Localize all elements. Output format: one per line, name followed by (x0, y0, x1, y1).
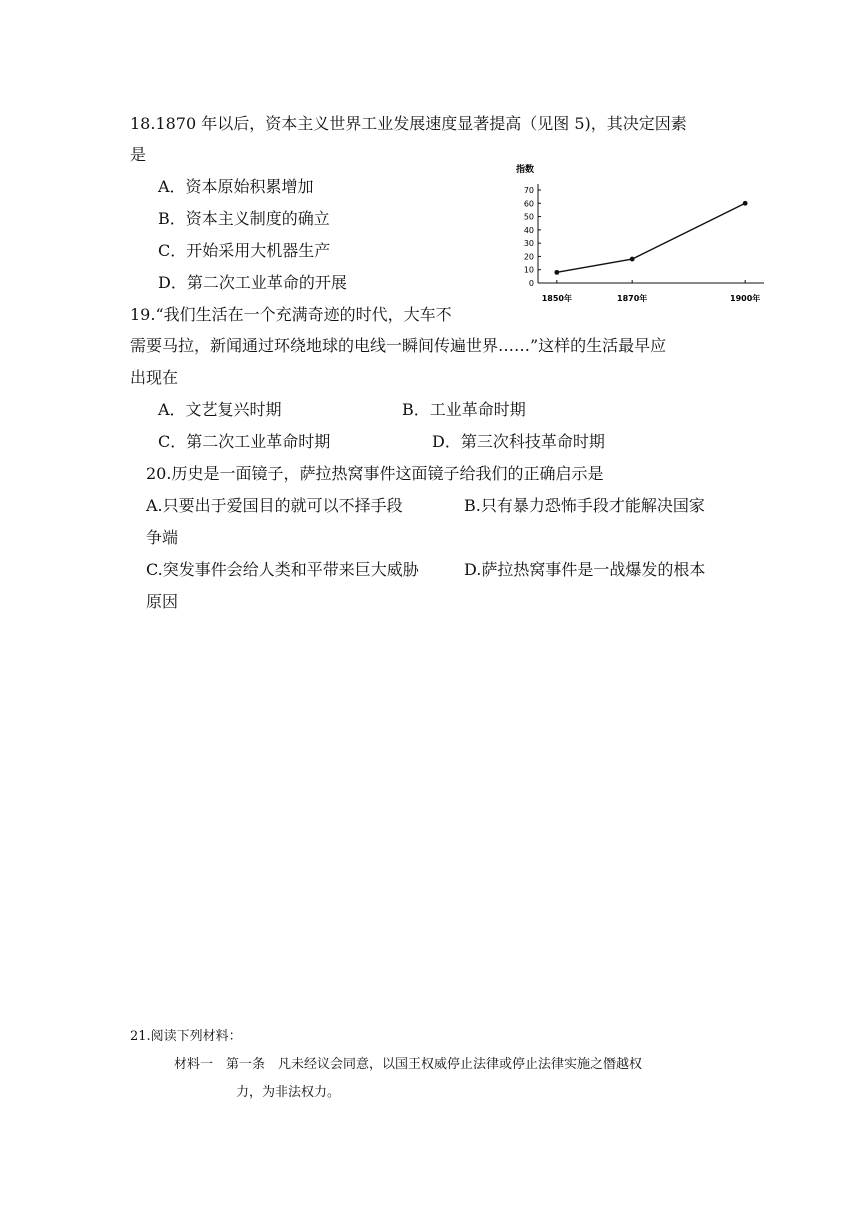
q19-option-a: A．文艺复兴时期 (158, 400, 282, 419)
q20-option-c: C.突发事件会给人类和平带来巨大威胁 (146, 560, 419, 579)
chart-y-tick-label: 40 (523, 225, 534, 235)
q18-option-c: C．开始采用大机器生产 (158, 241, 331, 260)
q19-stem-line2: 需要马拉，新闻通过环绕地球的电线一瞬间传遍世界……”这样的生活最早应 (130, 336, 667, 355)
chart-axes (538, 184, 764, 283)
q21-material-line2: 力，为非法权力。 (236, 1085, 341, 1100)
chart-points (554, 201, 747, 275)
chart-y-tick-label: 30 (523, 239, 534, 249)
q19-option-c: C．第二次工业革命时期 (158, 432, 331, 451)
q18-option-a: A．资本原始积累增加 (158, 177, 314, 196)
chart-y-tick-label: 0 (528, 279, 534, 288)
q19-stem-line1: 19.“我们生活在一个充满奇迹的时代，大车不 (130, 305, 452, 324)
q19-option-b: B．工业革命时期 (402, 400, 526, 419)
chart-y-tick-label: 70 (523, 186, 534, 195)
q21-material-line1: 材料一 第一条 凡未经议会同意，以国王权威停止法律或停止法律实施之僭越权 (174, 1057, 643, 1072)
q20-stem: 20.历史是一面镜子，萨拉热窝事件这面镜子给我们的正确启示是 (146, 464, 604, 483)
q20-option-b: B.只有暴力恐怖手段才能解决国家 (464, 496, 705, 515)
chart-y-axis-label: 指数 (516, 165, 535, 175)
chart-x-tick-label: 1900年 (730, 294, 761, 303)
chart-y-tick-label: 50 (523, 212, 534, 222)
chart-series-line (557, 203, 745, 272)
chart-y-tick-label: 10 (523, 265, 534, 275)
chart-data-point (554, 270, 559, 275)
q19-option-d: D．第三次科技革命时期 (432, 432, 605, 451)
q18-option-d: D．第二次工业革命的开展 (158, 273, 347, 292)
q20-option-d: D.萨拉热窝事件是一战爆发的根本 (464, 560, 706, 579)
chart-y-tick-label: 20 (523, 252, 534, 262)
chart-data-point (630, 257, 635, 262)
q18-stem-line1: 18.1870 年以后，资本主义世界工业发展速度显著提高（见图 5)，其决定因素 (130, 114, 687, 133)
chart-x-tick-label: 1870年 (617, 294, 648, 303)
q18-stem-line2: 是 (130, 145, 147, 164)
q20-option-a: A.只要出于爱国目的就可以不择手段 (146, 496, 403, 515)
q20-option-b-continued: 争端 (146, 528, 179, 547)
q20-option-d-continued: 原因 (146, 592, 179, 611)
q19-stem-line3: 出现在 (130, 368, 179, 387)
q18-option-b: B．资本主义制度的确立 (158, 209, 330, 228)
q21-stem: 21.阅读下列材料： (130, 1029, 242, 1044)
chart-x-tick-label: 1850年 (541, 294, 572, 303)
chart-data-point (743, 201, 748, 206)
chart-y-tick-label: 60 (523, 199, 534, 209)
industrial-index-chart (512, 160, 772, 310)
